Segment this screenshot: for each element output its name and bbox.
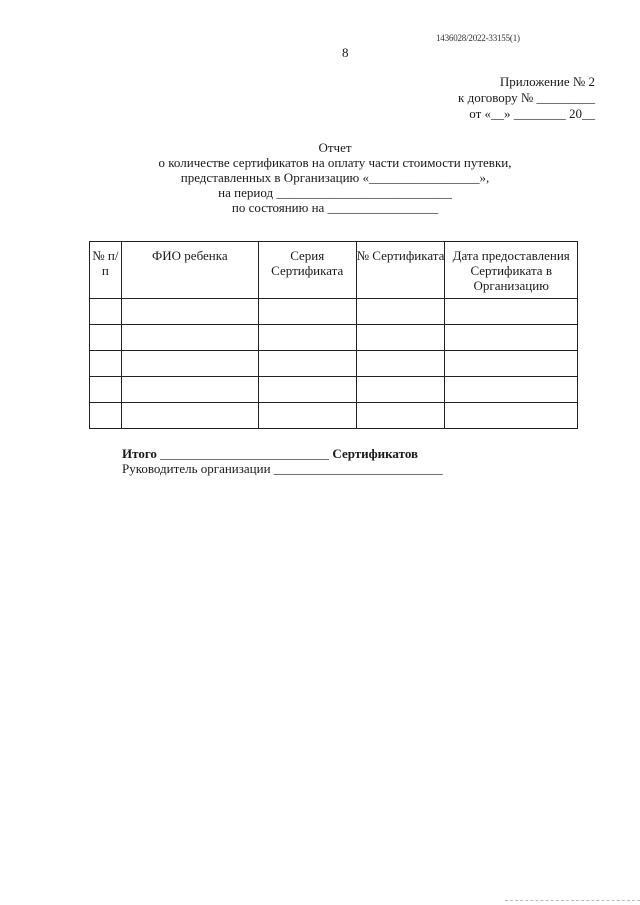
- table-cell: [90, 403, 122, 429]
- appendix-contract: к договору № _________: [458, 90, 595, 105]
- header-child-name: ФИО ребенка: [121, 242, 258, 299]
- table-row: [90, 325, 578, 351]
- title-line-1: Отчет: [318, 140, 352, 155]
- title-line-5: по состоянию на _________________: [231, 200, 439, 215]
- table-cell: [90, 377, 122, 403]
- report-footer: [122, 446, 443, 476]
- table-cell: [445, 403, 578, 429]
- table-cell: [90, 351, 122, 377]
- certificates-table: [89, 241, 578, 429]
- table-cell: [356, 403, 445, 429]
- table-cell: [356, 299, 445, 325]
- table-cell: [121, 325, 258, 351]
- table-cell: [121, 299, 258, 325]
- table-cell: [445, 299, 578, 325]
- title-line-4: на период ___________________________: [218, 185, 452, 200]
- table-cell: [90, 325, 122, 351]
- total-line: [122, 446, 443, 461]
- table-cell: [258, 403, 356, 429]
- appendix-title: Приложение № 2: [499, 74, 595, 89]
- head-blank: __________________________: [270, 461, 443, 476]
- head-label: Руководитель организации: [122, 461, 271, 476]
- table-cell: [445, 351, 578, 377]
- table-row: [90, 377, 578, 403]
- document-number: 1436028/2022-33155(1): [436, 33, 520, 43]
- table-cell: [356, 351, 445, 377]
- table-cell: [445, 377, 578, 403]
- page-bottom-rule: [505, 900, 640, 901]
- table-cell: [90, 299, 122, 325]
- table-cell: [258, 377, 356, 403]
- page-number: 8: [342, 45, 349, 60]
- table-row: [90, 351, 578, 377]
- header-cert-number: № Сертификата: [356, 242, 445, 299]
- table-row: [90, 403, 578, 429]
- table-cell: [258, 325, 356, 351]
- table-cell: [445, 325, 578, 351]
- header-number: № п/п: [90, 242, 122, 299]
- header-submission-date: Дата предоставления Сертификата в Организацию: [445, 242, 578, 299]
- table-cell: [258, 351, 356, 377]
- appendix-header: [458, 74, 595, 122]
- table-cell: [258, 299, 356, 325]
- signature-line: [122, 461, 443, 476]
- total-suffix: Сертификатов: [332, 446, 419, 461]
- table-cell: [356, 325, 445, 351]
- total-blank: __________________________: [156, 446, 333, 461]
- title-line-3: представленных в Организацию «_________________»,: [180, 170, 490, 185]
- table-cell: [121, 377, 258, 403]
- table-cell: [356, 377, 445, 403]
- table-cell: [121, 351, 258, 377]
- total-label: Итого: [122, 446, 157, 461]
- table-row: [90, 299, 578, 325]
- report-title: [0, 140, 640, 215]
- appendix-date: от «__» ________ 20__: [469, 106, 595, 121]
- table-header-row: [90, 242, 578, 299]
- title-line-2: о количестве сертификатов на оплату части стоимости путевки,: [158, 155, 512, 170]
- header-cert-series: Серия Сертификата: [258, 242, 356, 299]
- table-cell: [121, 403, 258, 429]
